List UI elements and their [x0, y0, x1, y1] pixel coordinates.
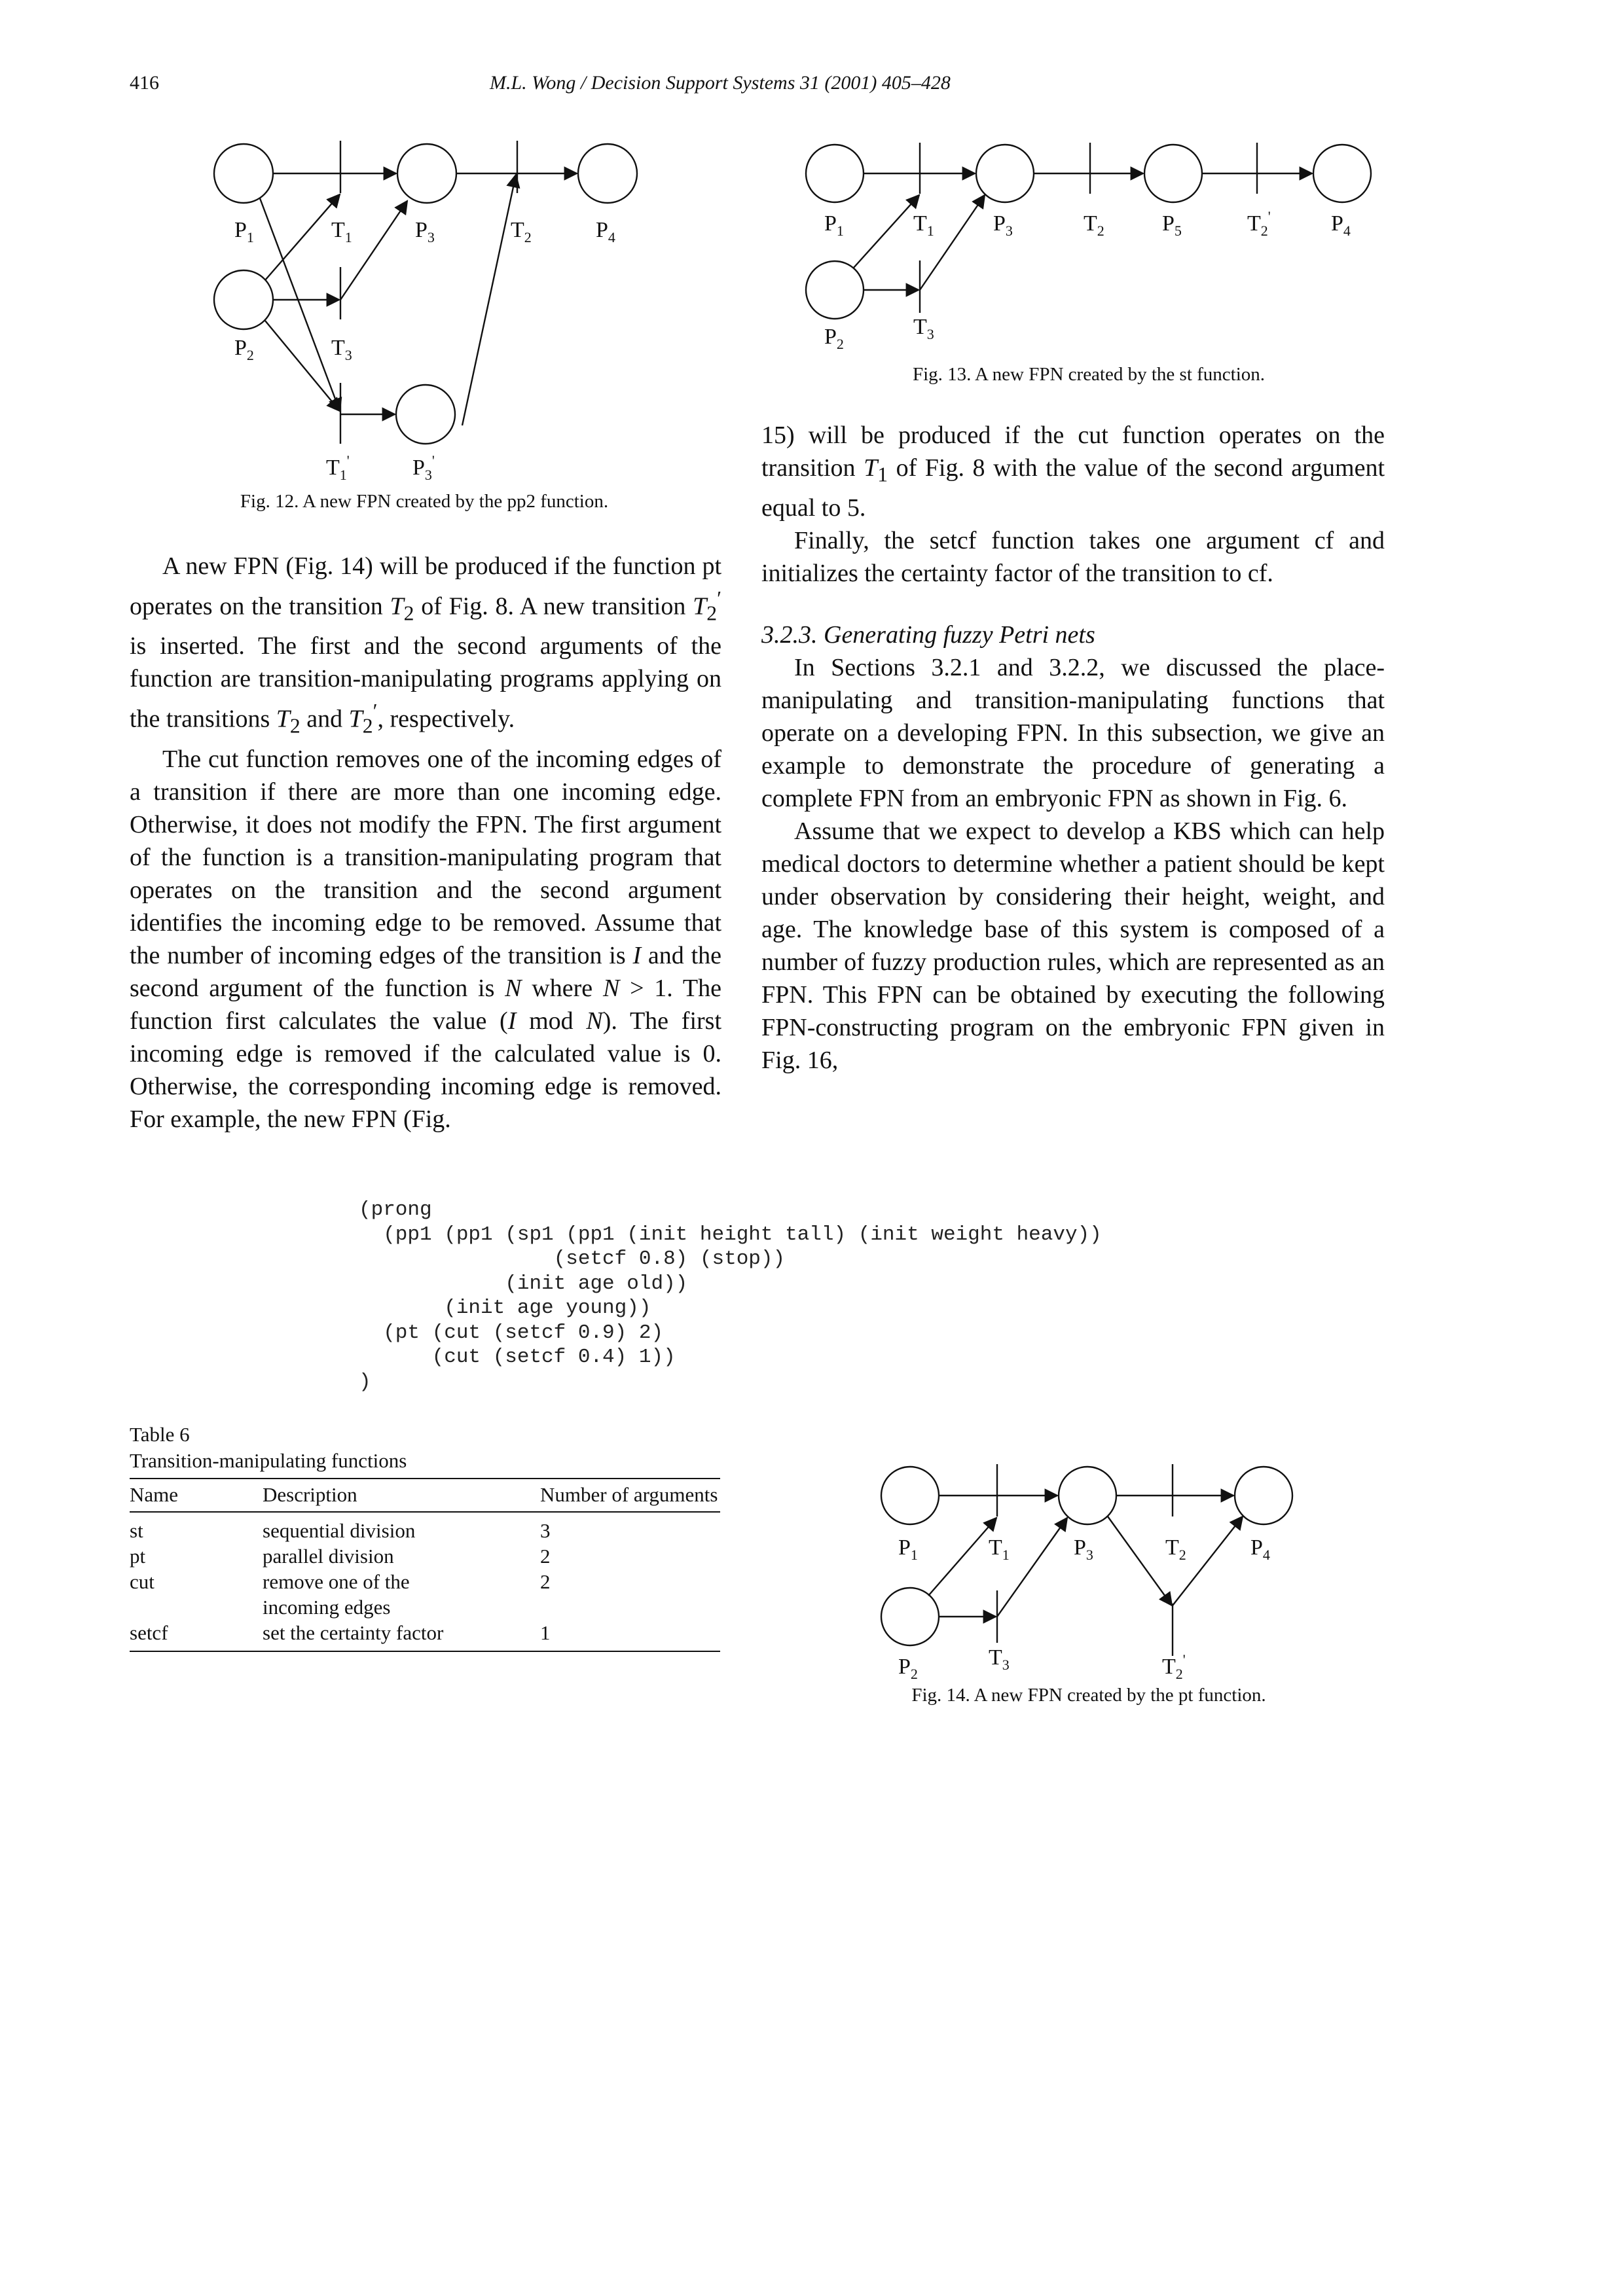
table-header-description: Description	[263, 1483, 357, 1506]
fig14-label-t1: $T_1$	[989, 1535, 1010, 1563]
table-row	[130, 1543, 720, 1569]
right-column	[761, 419, 1385, 1077]
left-paragraph-1: A new FPN (Fig. 14) will be produced if the function pt operates on the transition $T_2$ of Fig. 8. A new transition $T_2'$ is inserted. The first and the second arguments of the function are transition-manipulating programs applying on the transitions $T_2$ and $T_2'$, respectively.	[130, 552, 721, 738]
table-cell-arguments: 2	[540, 1545, 551, 1568]
fig12-label-p3: $P_3$	[415, 218, 435, 245]
figure-13-caption: Fig. 13. A new FPN created by the st function.	[912, 364, 1266, 385]
fig14-label-p1: $P_1$	[898, 1535, 918, 1563]
figure-14-diagram	[871, 1456, 1303, 1682]
right-paragraph-2: Finally, the setcf function takes one argument cf and initializes the certainty factor of the transition to cf.	[761, 526, 1385, 587]
table-cell-name: cut	[130, 1570, 155, 1593]
table-header-name: Name	[130, 1483, 179, 1506]
left-column	[130, 550, 721, 1136]
table-cell-description: sequential division	[263, 1519, 416, 1542]
fig13-label-t1: $T_1$	[913, 211, 934, 239]
fig14-label-p3: $P_3$	[1074, 1535, 1093, 1563]
table-cell-description: parallel division	[263, 1545, 394, 1568]
figure-13-diagram	[795, 137, 1385, 353]
table-cell-name: st	[130, 1519, 143, 1542]
right-paragraph-1: 15) will be produced if the cut function operates on the transition $T_1$ of Fig. 8 with the value of the second argument equal to 5.	[761, 422, 1385, 522]
left-paragraph-2: The cut function removes one of the incoming edges of a transition if there are more than one incoming edge. Otherwise, it does not modify the FPN. The first argument of the function is a transition-manipulating program that operates on the transition and the second argument identifies the incoming edge to be removed. Assume that the number of incoming edges of the transition is I and the second argument of the function is N where N > 1. The function first calculates the value (I mod N). The first incoming edge is removed if the calculated value is 0. Otherwise, the corresponding incoming edge is removed. For example, the new FPN (Fig.	[130, 745, 721, 1133]
fig12-label-t2: $T_2$	[511, 218, 532, 245]
page-number: 416	[130, 72, 159, 94]
table-row	[130, 1569, 720, 1620]
table-cell-arguments: 2	[540, 1570, 551, 1593]
fig12-label-t1: $T_1$	[331, 218, 352, 245]
fig14-label-p4: $P_4$	[1250, 1535, 1270, 1563]
table-6	[130, 1478, 720, 1652]
table-row	[130, 1620, 720, 1651]
fig12-label-p1: $P_1$	[234, 218, 254, 245]
fig13-label-t3: $T_3$	[913, 315, 934, 342]
table-6-title: Transition-manipulating functions	[130, 1449, 407, 1472]
fig12-label-p4: $P_4$	[596, 218, 615, 245]
right-paragraph-4: Assume that we expect to develop a KBS which can help medical doctors to determine whether a patient should be kept under observation by considering their height, weight, and age. The knowledge base of this system is composed of a number of fuzzy production rules, which are represented as an FPN. This FPN can be obtained by executing the following FPN-constructing program on the embryonic FPN given in Fig. 16,	[761, 817, 1385, 1074]
fig12-label-t3: $T_3$	[331, 336, 352, 363]
fig13-label-p1: $P_1$	[824, 211, 844, 239]
table-header-row	[130, 1479, 720, 1512]
table-cell-description: remove one of the incoming edges	[263, 1570, 410, 1619]
fig13-label-p5: $P_5$	[1162, 211, 1182, 239]
table-cell-arguments: 3	[540, 1519, 551, 1542]
table-row	[130, 1512, 720, 1543]
fig13-label-p4: $P_4$	[1331, 211, 1351, 239]
figure-12-caption: Fig. 12. A new FPN created by the pp2 function.	[240, 491, 609, 512]
table-cell-name: setcf	[130, 1621, 168, 1644]
fpn-program-code: (prong (pp1 (pp1 (sp1 (pp1 (init height tall) (init weight heavy)) (setcf 0.8) (stop)) (init age old)) (init age young)) (pt (cut (setcf 0.9) 2) (cut (setcf 0.4) 1)) )	[359, 1198, 1102, 1393]
fig12-label-p2: $P_2$	[234, 336, 254, 363]
table-header-number-of-arguments: Number of arguments	[540, 1483, 718, 1506]
figure-12-diagram	[210, 137, 668, 494]
table-cell-name: pt	[130, 1545, 146, 1568]
fig13-label-p2: $P_2$	[824, 325, 844, 352]
table-6-label: Table 6	[130, 1423, 190, 1446]
fig13-label-t2: $T_2$	[1084, 211, 1104, 239]
section-heading: 3.2.3. Generating fuzzy Petri nets	[761, 620, 1095, 649]
fig13-label-p3: $P_3$	[993, 211, 1013, 239]
fig14-label-t3: $T_3$	[989, 1645, 1010, 1673]
right-paragraph-3: In Sections 3.2.1 and 3.2.2, we discussed the place-manipulating and transition-manipulating functions that operate on a developing FPN. In this subsection, we give an example to demonstrate the procedure of generating a complete FPN from an embryonic FPN as shown in Fig. 6.	[761, 653, 1385, 812]
fig12-label-p3-prime: $P_3'$	[412, 452, 435, 483]
fig14-label-t2-prime: $T_2'$	[1162, 1651, 1186, 1682]
table-cell-description: set the certainty factor	[263, 1621, 444, 1644]
figure-14-caption: Fig. 14. A new FPN created by the pt function.	[911, 1685, 1266, 1706]
fig13-label-t2-prime: $T_2'$	[1247, 208, 1271, 239]
fig14-label-p2: $P_2$	[898, 1655, 918, 1682]
fig14-label-t2: $T_2$	[1165, 1535, 1186, 1563]
fig12-label-t1-prime: $T_1'$	[326, 452, 350, 483]
running-title: M.L. Wong / Decision Support Systems 31 (2001) 405–428	[490, 72, 951, 94]
table-cell-arguments: 1	[540, 1621, 551, 1644]
